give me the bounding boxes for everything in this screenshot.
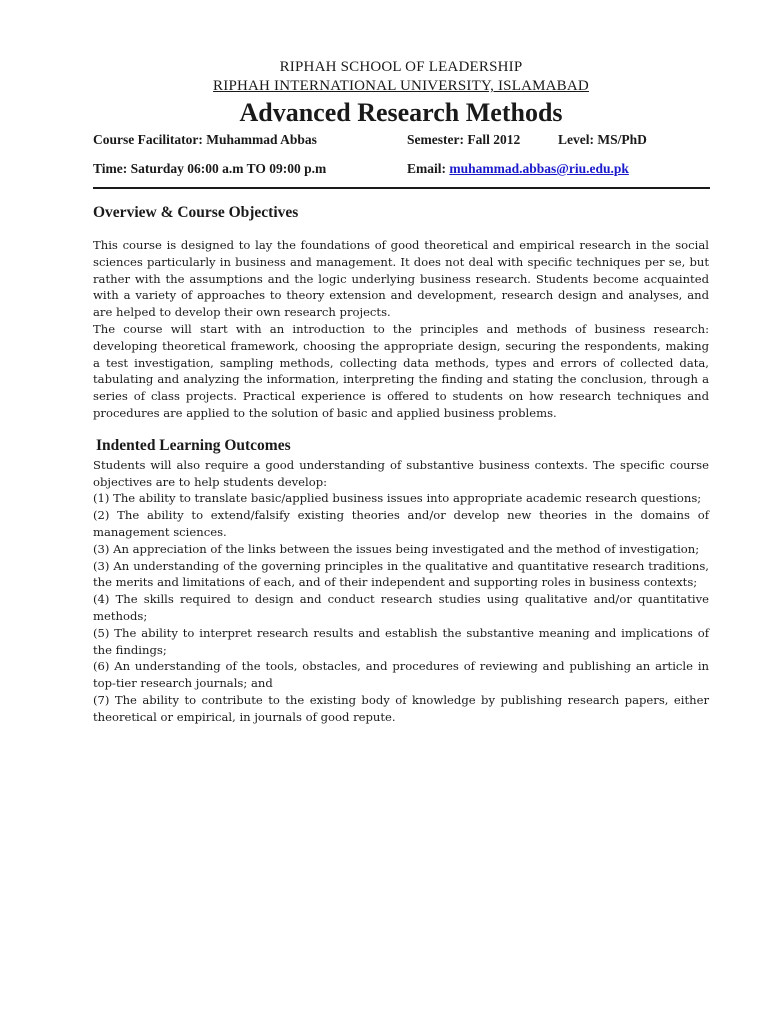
outcomes-section xyxy=(93,457,709,726)
school-name: RIPHAH SCHOOL OF LEADERSHIP xyxy=(279,59,523,75)
info-row-facilitator xyxy=(93,129,709,155)
course-facilitator: Course Facilitator: Muhammad Abbas xyxy=(93,132,317,147)
document-title: Advanced Research Methods xyxy=(239,98,563,127)
overview-heading: Overview & Course Objectives xyxy=(93,204,299,221)
info-row-time xyxy=(93,158,709,184)
level: Level: MS/PhD xyxy=(558,132,647,147)
email-label: Email: xyxy=(407,161,446,176)
header-divider xyxy=(93,187,710,189)
outcome-item: (6) An understanding of the tools, obstacles, and procedures of reviewing and publishing an article in top-tier research journals; and xyxy=(93,659,709,691)
class-time: Time: Saturday 06:00 a.m TO 09:00 p.m xyxy=(93,161,327,176)
document-page xyxy=(93,58,709,726)
outcome-item: (1) The ability to translate basic/applied business issues into appropriate academic research questions; xyxy=(93,491,702,506)
university-name: RIPHAH INTERNATIONAL UNIVERSITY, ISLAMABAD xyxy=(213,78,589,94)
outcome-item: (5) The ability to interpret research results and establish the substantive meaning and implications of the findings; xyxy=(93,625,709,657)
email-link[interactable]: muhammad.abbas@riu.edu.pk xyxy=(449,161,629,176)
semester: Semester: Fall 2012 xyxy=(407,132,521,147)
email-line xyxy=(407,158,629,180)
outcome-item: (7) The ability to contribute to the existing body of knowledge by publishing research papers, either theoretical or empirical, in journals of good repute. xyxy=(93,692,709,724)
outcome-item: (3) An appreciation of the links between the issues being investigated and the method of investigation; xyxy=(93,541,700,556)
overview-paragraph-2: The course will start with an introduction to the principles and methods of business research: developing theoretical framework, choosing the appropriate design, securing the respondents, making a test investigation, sampling methods, collecting data methods, types and errors of collected data, tabulating and analyzing the information, interpreting the finding and stating the conclusion, through a series of class projects. Practical experience is offered to students on how research techniques and procedures are applied to the solution of basic and applied business problems. xyxy=(93,321,709,420)
outcome-item: (3) An understanding of the governing principles in the qualitative and quantitative research traditions, the merits and limitations of each, and of their independent and supporting roles in business contexts; xyxy=(93,558,709,590)
outcome-item: (4) The skills required to design and conduct research studies using qualitative and/or quantitative methods; xyxy=(93,592,709,623)
outcomes-heading: Indented Learning Outcomes xyxy=(96,436,291,454)
outcome-item: (2) The ability to extend/falsify existing theories and/or develop new theories in the domains of management sciences. xyxy=(93,508,709,539)
overview-paragraph-1: This course is designed to lay the foundations of good theoretical and empirical research in the social sciences particularly in business and management. It does not deal with specific techniques per se, but rather with the assumptions and the logic underlying business research. Students become acquainted with a variety of approaches to theory extension and development, research design and analyses, and are helped to develop their own research projects. xyxy=(93,238,709,320)
outcomes-intro: Students will also require a good understanding of substantive business contexts. The specific course objectives are to help students develop: xyxy=(93,457,709,489)
